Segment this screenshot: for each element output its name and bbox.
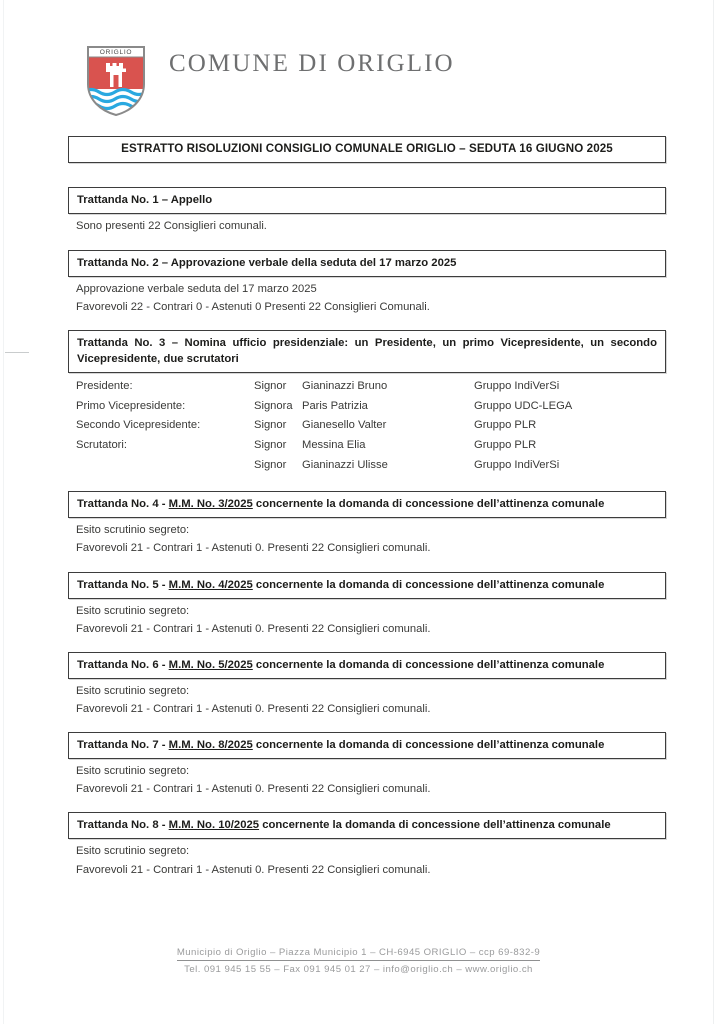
officer-role: Scrutatori: [76, 438, 127, 451]
officer-group: Gruppo IndiVerSi [474, 458, 560, 471]
presidential-office-table [68, 377, 654, 475]
officer-title: Signora [254, 399, 293, 412]
officer-name: Gianinazzi Bruno [302, 380, 388, 392]
section-line: Sono presenti 22 Consiglieri comunali. [76, 220, 267, 233]
section-trattanda-1 [68, 187, 666, 235]
section-heading: Trattanda No. 1 – Appello [68, 187, 666, 214]
section-heading [68, 812, 666, 839]
page-footer [3, 942, 714, 975]
heading-prefix: Trattanda No. 5 - [77, 578, 169, 591]
section-heading [68, 732, 666, 759]
officer-role: Primo Vicepresidente: [76, 399, 186, 412]
table-row [68, 377, 654, 397]
officer-role: Presidente: [76, 380, 133, 392]
heading-suffix: concernente la domanda di concessione dell’attinenza comunale [252, 739, 605, 752]
organization-name: COMUNE DI ORIGLIO [169, 50, 455, 77]
heading-reference: M.M. No. 10/2025 [168, 819, 260, 832]
section-trattanda-7 [68, 732, 666, 798]
section-heading: Trattanda No. 2 – Approvazione verbale della seduta del 17 marzo 2025 [68, 250, 666, 277]
heading-suffix: concernente la domanda di concessione dell’attinenza comunale [252, 658, 605, 671]
section-heading: Trattanda No. 3 – Nomina ufficio presidenziale: un Presidente, un primo Vicepresidente, un secondo Vicepresidente, due scrutatori [68, 330, 666, 373]
section-line: Esito scrutinio segreto: [76, 604, 190, 617]
heading-suffix: concernente la domanda di concessione dell’attinenza comunale [252, 498, 605, 511]
section-trattanda-4 [68, 491, 666, 557]
section-heading [68, 652, 666, 679]
table-row [68, 436, 654, 456]
officer-name: Gianesello Valter [302, 419, 387, 432]
officer-title: Signor [254, 438, 287, 451]
heading-prefix: Trattanda No. 8 - [77, 819, 169, 832]
section-trattanda-5 [68, 572, 666, 638]
officer-role: Secondo Vicepresidente: [76, 419, 201, 432]
heading-reference: M.M. No. 4/2025 [168, 578, 253, 591]
section-line: Favorevoli 21 - Contrari 1 - Astenuti 0. Presenti 22 Consiglieri comunali. [76, 703, 431, 715]
officer-group: Gruppo UDC-LEGA [474, 399, 573, 412]
officer-title: Signor [254, 458, 287, 471]
table-row [68, 416, 654, 436]
crest-town-label: ORIGLIO [99, 49, 133, 57]
table-row [68, 456, 654, 476]
section-trattanda-8 [68, 812, 666, 878]
heading-reference: M.M. No. 5/2025 [168, 658, 253, 671]
document-page [3, 0, 714, 1024]
section-trattanda-6 [68, 652, 666, 718]
officer-name: Gianinazzi Ulisse [302, 458, 388, 471]
section-line: Approvazione verbale seduta del 17 marzo 2025 [76, 282, 317, 295]
section-trattanda-3 [68, 330, 666, 475]
section-line: Esito scrutinio segreto: [76, 684, 190, 697]
section-trattanda-2 [68, 250, 666, 316]
officer-group: Gruppo PLR [474, 419, 537, 432]
section-line: Favorevoli 21 - Contrari 1 - Astenuti 0. Presenti 22 Consiglieri comunali. [76, 542, 431, 555]
officer-role [68, 456, 254, 476]
officer-title: Signor [254, 419, 287, 432]
officer-group: Gruppo IndiVerSi [474, 380, 560, 392]
heading-prefix: Trattanda No. 4 - [77, 498, 169, 511]
section-line: Esito scrutinio segreto: [76, 845, 190, 858]
section-line: Esito scrutinio segreto: [76, 524, 190, 537]
section-line: Favorevoli 21 - Contrari 1 - Astenuti 0. Presenti 22 Consiglieri comunali. [76, 622, 431, 635]
heading-prefix: Trattanda No. 7 - [77, 739, 169, 752]
section-line: Favorevoli 22 - Contrari 0 - Astenuti 0 Presenti 22 Consiglieri Comunali. [76, 300, 430, 313]
officer-group: Gruppo PLR [474, 438, 537, 451]
officer-title: Signor [254, 380, 287, 392]
table-row [68, 397, 654, 417]
section-heading [68, 491, 666, 518]
footer-address: Municipio di Origlio – Piazza Municipio 1 – CH-6945 ORIGLIO – ccp 69-832-9 [177, 947, 540, 961]
section-heading [68, 572, 666, 599]
heading-suffix: concernente la domanda di concessione dell’attinenza comunale [259, 819, 611, 832]
heading-reference: M.M. No. 8/2025 [168, 739, 253, 752]
page-title: ESTRATTO RISOLUZIONI CONSIGLIO COMUNALE ORIGLIO – SEDUTA 16 GIUGNO 2025 [68, 136, 666, 163]
officer-name: Paris Patrizia [302, 399, 368, 412]
section-line: Favorevoli 21 - Contrari 1 - Astenuti 0. Presenti 22 Consiglieri comunali. [76, 783, 431, 796]
heading-reference: M.M. No. 3/2025 [168, 498, 253, 511]
document-title-banner [68, 136, 666, 163]
officer-name: Messina Elia [302, 438, 366, 451]
section-line: Favorevoli 21 - Contrari 1 - Astenuti 0. Presenti 22 Consiglieri comunali. [76, 863, 431, 876]
section-line: Esito scrutinio segreto: [76, 765, 190, 778]
document-body [68, 0, 666, 893]
heading-suffix: concernente la domanda di concessione dell’attinenza comunale [252, 578, 605, 591]
heading-prefix: Trattanda No. 6 - [77, 658, 169, 671]
scan-margin-tick [5, 352, 29, 353]
footer-contacts: Tel. 091 945 15 55 – Fax 091 945 01 27 – info@origlio.ch – www.origlio.ch [184, 964, 533, 975]
